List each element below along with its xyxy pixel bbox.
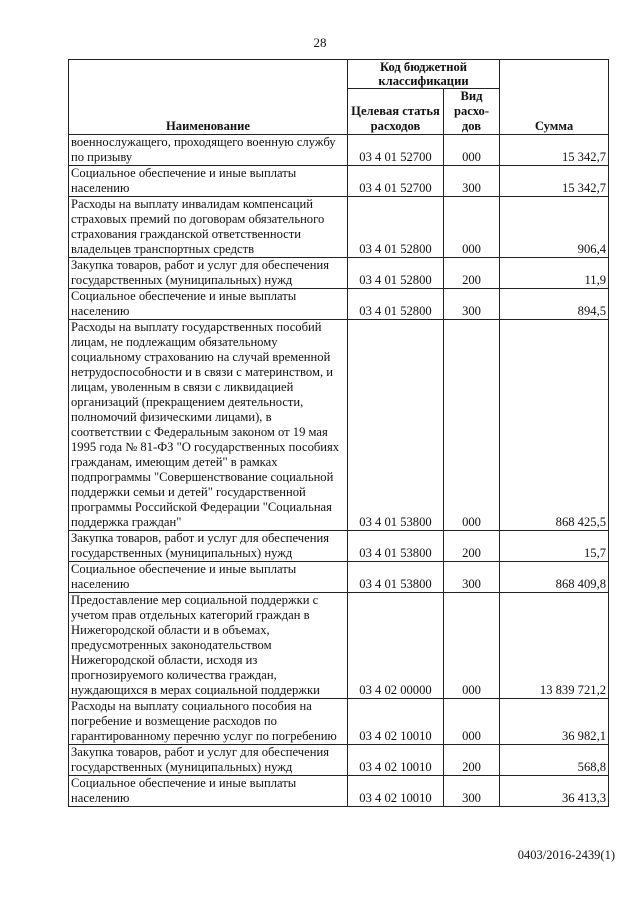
row-target-article: 03 4 02 10010 xyxy=(348,699,444,745)
row-amount: 13 839 721,2 xyxy=(500,593,609,699)
table-row xyxy=(69,197,609,258)
row-expense-kind: 000 xyxy=(444,699,500,745)
header-amount: Сумма xyxy=(500,60,609,135)
row-amount: 868 425,5 xyxy=(500,320,609,531)
row-expense-kind: 000 xyxy=(444,593,500,699)
row-amount: 15 342,7 xyxy=(500,135,609,166)
row-target-article: 03 4 01 52800 xyxy=(348,289,444,320)
table-row xyxy=(69,745,609,776)
table-row xyxy=(69,289,609,320)
row-expense-kind: 300 xyxy=(444,562,500,593)
table-row xyxy=(69,135,609,166)
row-amount: 36 413,3 xyxy=(500,776,609,807)
row-expense-kind: 300 xyxy=(444,166,500,197)
row-target-article: 03 4 02 00000 xyxy=(348,593,444,699)
header-code-group: Код бюджетной классификации xyxy=(348,60,500,89)
row-target-article: 03 4 01 52700 xyxy=(348,135,444,166)
row-expense-kind: 200 xyxy=(444,531,500,562)
table-row xyxy=(69,593,609,699)
row-name: Социальное обеспечение и иные выплаты населению xyxy=(69,562,348,593)
row-name: военнослужащего, проходящего военную службу по призыву xyxy=(69,135,348,166)
row-target-article: 03 4 01 52800 xyxy=(348,258,444,289)
budget-classification-table xyxy=(68,59,609,807)
row-name: Закупка товаров, работ и услуг для обеспечения государственных (муниципальных) нужд xyxy=(69,531,348,562)
table-row xyxy=(69,776,609,807)
page-number: 28 xyxy=(313,35,327,50)
header-expense-kind: Вид расхо-дов xyxy=(444,89,500,135)
row-target-article: 03 4 02 10010 xyxy=(348,776,444,807)
table-row xyxy=(69,531,609,562)
row-name: Расходы на выплату государственных пособий лицам, не подлежащим обязательному социальному страхованию на случай временной нетрудоспособности и в связи с материнством, и лицам, уволенным в связи с ликвидацией организаций (прекращением деятельности, полномочий физическими лицами), в соответствии с Федеральным законом от 19 мая 1995 года № 81-ФЗ "О государственных пособиях гражданам, имеющим детей" в рамках подпрограммы "Совершенствование социальной поддержки семьи и детей" государственной программы Российской Федерации "Социальная поддержка граждан" xyxy=(69,320,348,531)
document-code: 0403/2016-2439(1) xyxy=(517,848,615,862)
row-target-article: 03 4 02 10010 xyxy=(348,745,444,776)
row-amount: 15,7 xyxy=(500,531,609,562)
row-name: Социальное обеспечение и иные выплаты населению xyxy=(69,776,348,807)
header-name: Наименование xyxy=(69,60,348,135)
row-name: Расходы на выплату социального пособия на погребение и возмещение расходов по гарантированному перечню услуг по погребению xyxy=(69,699,348,745)
row-name: Закупка товаров, работ и услуг для обеспечения государственных (муниципальных) нужд xyxy=(69,258,348,289)
row-amount: 906,4 xyxy=(500,197,609,258)
row-amount: 894,5 xyxy=(500,289,609,320)
row-target-article: 03 4 01 52700 xyxy=(348,166,444,197)
table-row xyxy=(69,562,609,593)
row-target-article: 03 4 01 53800 xyxy=(348,562,444,593)
row-amount: 36 982,1 xyxy=(500,699,609,745)
row-target-article: 03 4 01 52800 xyxy=(348,197,444,258)
row-expense-kind: 200 xyxy=(444,745,500,776)
row-name: Социальное обеспечение и иные выплаты населению xyxy=(69,166,348,197)
row-expense-kind: 000 xyxy=(444,197,500,258)
row-expense-kind: 300 xyxy=(444,776,500,807)
row-amount: 15 342,7 xyxy=(500,166,609,197)
row-expense-kind: 200 xyxy=(444,258,500,289)
row-name: Социальное обеспечение и иные выплаты населению xyxy=(69,289,348,320)
header-row-top xyxy=(69,60,609,89)
row-amount: 568,8 xyxy=(500,745,609,776)
header-target-article: Целевая статья расходов xyxy=(348,89,444,135)
row-name: Расходы на выплату инвалидам компенсаций страховых премий по договорам обязательного страхования гражданской ответственности владельцев транспортных средств xyxy=(69,197,348,258)
row-amount: 868 409,8 xyxy=(500,562,609,593)
row-name: Предоставление мер социальной поддержки с учетом прав отдельных категорий граждан в Нижегородской области и в объемах, предусмотренных законодательством Нижегородской области, исходя из прогнозируемого количества граждан, нуждающихся в мерах социальной поддержки xyxy=(69,593,348,699)
row-target-article: 03 4 01 53800 xyxy=(348,531,444,562)
row-expense-kind: 300 xyxy=(444,289,500,320)
table-row xyxy=(69,320,609,531)
row-expense-kind: 000 xyxy=(444,320,500,531)
table-row xyxy=(69,258,609,289)
table-row xyxy=(69,699,609,745)
table-row xyxy=(69,166,609,197)
row-name: Закупка товаров, работ и услуг для обеспечения государственных (муниципальных) нужд xyxy=(69,745,348,776)
row-target-article: 03 4 01 53800 xyxy=(348,320,444,531)
row-amount: 11,9 xyxy=(500,258,609,289)
row-expense-kind: 000 xyxy=(444,135,500,166)
